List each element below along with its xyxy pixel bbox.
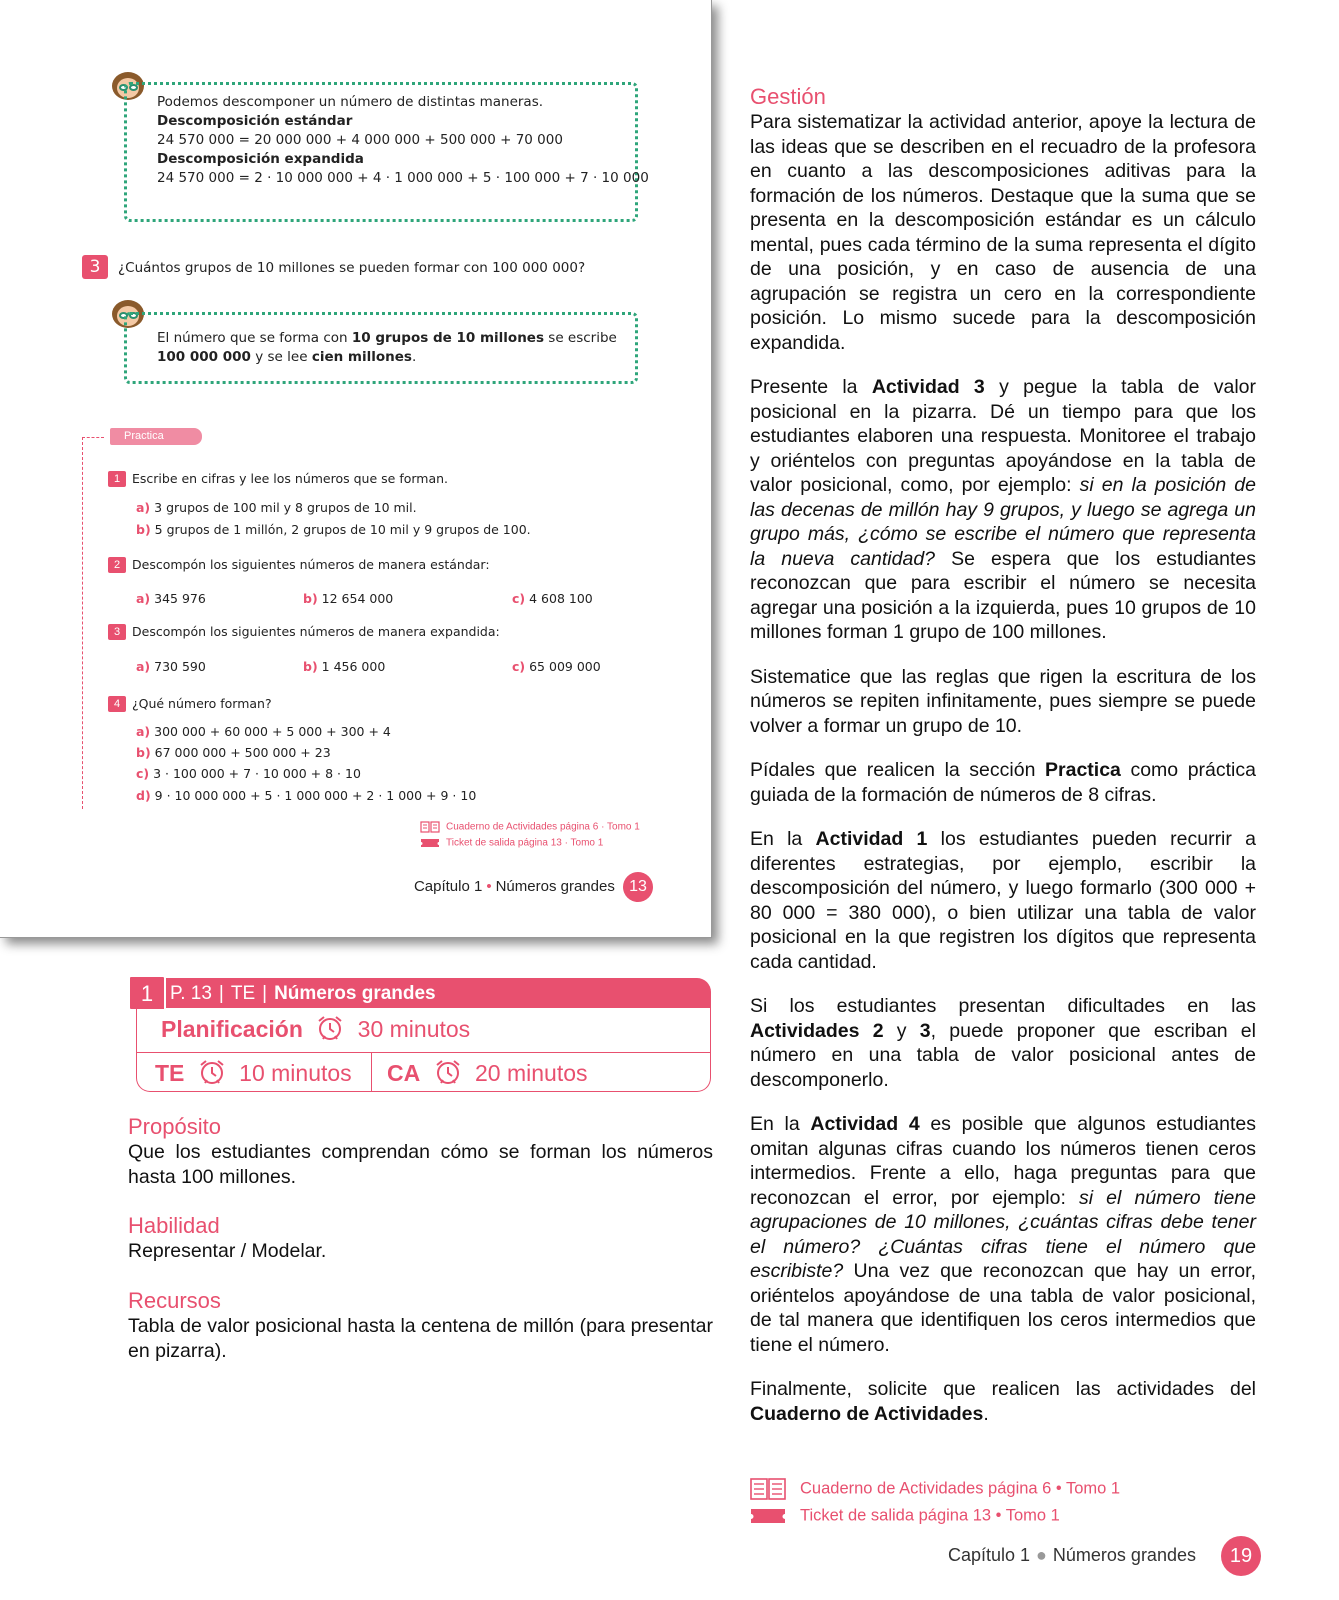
alarm-clock-icon — [433, 1058, 463, 1086]
recursos-text: Tabla de valor posicional hasta la centena de millón (para presentar en pizarra). — [128, 1315, 713, 1362]
student-page-preview — [0, 0, 712, 938]
ref-ticket: Ticket de salida página 13 • Tomo 1 — [750, 1505, 1060, 1527]
exercise-number: 4 — [108, 696, 126, 712]
exercise-number: 3 — [108, 624, 126, 640]
gestion-paragraph: Pídales que realicen la sección Practica como práctica guiada de la formación de números de 8 cifras. — [750, 759, 1256, 806]
planning-vertical-divider — [371, 1052, 372, 1092]
alarm-clock-icon — [197, 1058, 227, 1086]
proposito-title: Propósito — [128, 1114, 221, 1139]
practice-pencil-tag — [110, 428, 202, 445]
ticket-icon — [420, 837, 440, 849]
bubble-intro: Podemos descomponer un número de distintas maneras. — [157, 94, 544, 110]
book-icon — [750, 1478, 786, 1500]
proposito-text: Que los estudiantes comprendan cómo se forman los números hasta 100 millones. — [128, 1141, 713, 1188]
gestion-title: Gestión — [750, 84, 826, 109]
student-page-number: 13 — [623, 872, 653, 902]
book-icon — [420, 821, 440, 833]
exercise-prompt: ¿Qué número forman? — [132, 696, 272, 711]
exercise-item: b) 1 456 000 — [303, 659, 386, 674]
exercise-prompt: Descompón los siguientes números de manera estándar: — [132, 557, 490, 572]
mini-ref-ticket: Ticket de salida página 13 · Tomo 1 — [420, 837, 603, 849]
practice-bracket-line — [82, 437, 83, 809]
planning-body — [136, 1008, 711, 1092]
exercise-number: 1 — [108, 471, 126, 487]
exercise-item: c) 3 · 100 000 + 7 · 10 000 + 8 · 10 — [136, 766, 361, 781]
practice-bracket-top — [82, 437, 104, 438]
ticket-icon — [750, 1505, 786, 1527]
gestion-paragraph: En la Actividad 4 es posible que algunos estudiantes omitan algunas cifras cuando los números tienen ceros intermedios. Frente a ello, haga preguntas para que reconozcan el error, por ejemplo: si el número tiene agrupaciones de 10 millones, ¿cuántas cifras debe tener el número? ¿Cuántas cifras tiene el número que escribiste? Una vez que reconozcan que hay un error, oriéntelos apoyándose de una tabla de valor posicional, de tal manera que identifiquen los ceros intermedios que tiene el número. — [750, 1113, 1256, 1356]
habilidad-text: Representar / Modelar. — [128, 1240, 327, 1262]
exercise-item: c) 65 009 000 — [512, 659, 601, 674]
gestion-paragraph: Si los estudiantes presentan dificultades en las Actividades 2 y 3, puede proponer que escriban el número en una tabla de valor posicional antes de descomponerlo. — [750, 995, 1256, 1091]
teacher-bubble-decomposition — [124, 82, 649, 222]
habilidad-title: Habilidad — [128, 1213, 220, 1238]
alarm-clock-icon — [315, 1014, 345, 1042]
gestion-column — [750, 84, 1256, 1446]
exercise-item: b) 67 000 000 + 500 000 + 23 — [136, 745, 331, 760]
exercise-item: a) 730 590 — [136, 659, 206, 674]
exercise-item: a) 345 976 — [136, 591, 206, 606]
planning-box — [128, 978, 711, 1092]
exercise-item: a) 3 grupos de 100 mil y 8 grupos de 10 mil. — [136, 500, 417, 515]
exercise-item: a) 300 000 + 60 000 + 5 000 + 300 + 4 — [136, 724, 391, 739]
exercise-item: c) 4 608 100 — [512, 591, 593, 606]
teacher-bubble-answer — [124, 312, 638, 384]
mini-ref-cuaderno: Cuaderno de Actividades página 6 · Tomo 1 — [420, 821, 640, 833]
bubble-answer-line2: 100 000 000 y se lee cien millones. — [157, 349, 417, 365]
bubble-answer-line1: El número que se forma con 10 grupos de 10 millones se escribe — [157, 330, 617, 346]
student-page-footer: Capítulo 1 • Números grandes 13 — [414, 872, 653, 902]
recursos-title: Recursos — [128, 1288, 221, 1313]
bubble-equation-expanded: 24 570 000 = 2 · 10 000 000 + 4 · 1 000 000 + 5 · 100 000 + 7 · 10 000 — [157, 170, 649, 186]
bubble-equation-standard: 24 570 000 = 20 000 000 + 4 000 000 + 500 000 + 70 000 — [157, 132, 563, 148]
gestion-paragraph: En la Actividad 1 los estudiantes pueden recurrir a diferentes estrategias, por ejemplo, escribir la descomposición del número, y luego formarlo (300 000 + 80 000 = 380 000), o bien utilizar una tabla de valor posicional en la que registren los dígitos que representa cada cantidad. — [750, 828, 1256, 973]
exercise-item: b) 12 654 000 — [303, 591, 394, 606]
gestion-paragraph: Para sistematizar la actividad anterior, apoye la lectura de las ideas que se describen en el recuadro de la profesora en cuanto a las descomposiciones aditivas para la formación de los números. Destaque que la suma que se presenta en la descomposición estándar es un cálculo mental, pues cada término de la suma representa el dígito de una posición, y en caso de ausencia de una agrupación se registra un cero en la correspondiente posición. Lo mismo sucede para la descomposición expandida. — [750, 111, 1256, 354]
planning-header: P. 13 | TE | Números grandes — [158, 978, 711, 1008]
page-number: 19 — [1221, 1536, 1261, 1576]
bubble-heading-standard: Descomposición estándar — [157, 113, 353, 129]
gestion-paragraph: Finalmente, solicite que realicen las actividades del Cuaderno de Actividades. — [750, 1378, 1256, 1425]
gestion-paragraph: Sistematice que las reglas que rigen la escritura de los números se repiten infinitamente, pues siempre se puede volver a formar un grupo de 10. — [750, 665, 1256, 737]
page-footer: Capítulo 1 ● Números grandes 19 — [948, 1536, 1261, 1576]
question-number-badge: 3 — [82, 255, 108, 279]
exercise-item: b) 5 grupos de 1 millón, 2 grupos de 10 mil y 9 grupos de 100. — [136, 522, 531, 537]
ref-cuaderno: Cuaderno de Actividades página 6 • Tomo 1 — [750, 1478, 1120, 1500]
practice-label: Practica — [124, 430, 164, 442]
planning-divider — [137, 1052, 710, 1053]
planning-total: Planificación 30 minutos — [161, 1016, 471, 1042]
exercise-item: d) 9 · 10 000 000 + 5 · 1 000 000 + 2 · 1 000 + 9 · 10 — [136, 788, 477, 803]
planning-ca-time: CA 20 minutos — [387, 1060, 588, 1086]
exercise-prompt: Escribe en cifras y lee los números que se forman. — [132, 471, 449, 486]
exercise-number: 2 — [108, 557, 126, 573]
bubble-heading-expanded: Descomposición expandida — [157, 151, 364, 167]
planning-number: 1 — [128, 975, 166, 1011]
planning-te-time: TE 10 minutos — [155, 1060, 352, 1086]
gestion-paragraph: Presente la Actividad 3 y pegue la tabla de valor posicional en la pizarra. Dé un tiempo para que los estudiantes elaboren una respuesta. Monitoree el trabajo y oriéntelos con preguntas apoyándose en la tabla de valor posicional, como, por ejemplo: si en la posición de las decenas de millón hay 9 grupos, y luego se agrega un grupo más, ¿cómo se escribe el número que representa la nueva cantidad? Se espera que los estudiantes reconozcan que para escribir el número se necesita agregar una posición a la izquierda, pues 10 grupos de 10 millones forman 1 grupo de 100 millones. — [750, 376, 1257, 643]
question-text: ¿Cuántos grupos de 10 millones se pueden formar con 100 000 000? — [118, 260, 586, 276]
exercise-prompt: Descompón los siguientes números de manera expandida: — [132, 624, 500, 639]
